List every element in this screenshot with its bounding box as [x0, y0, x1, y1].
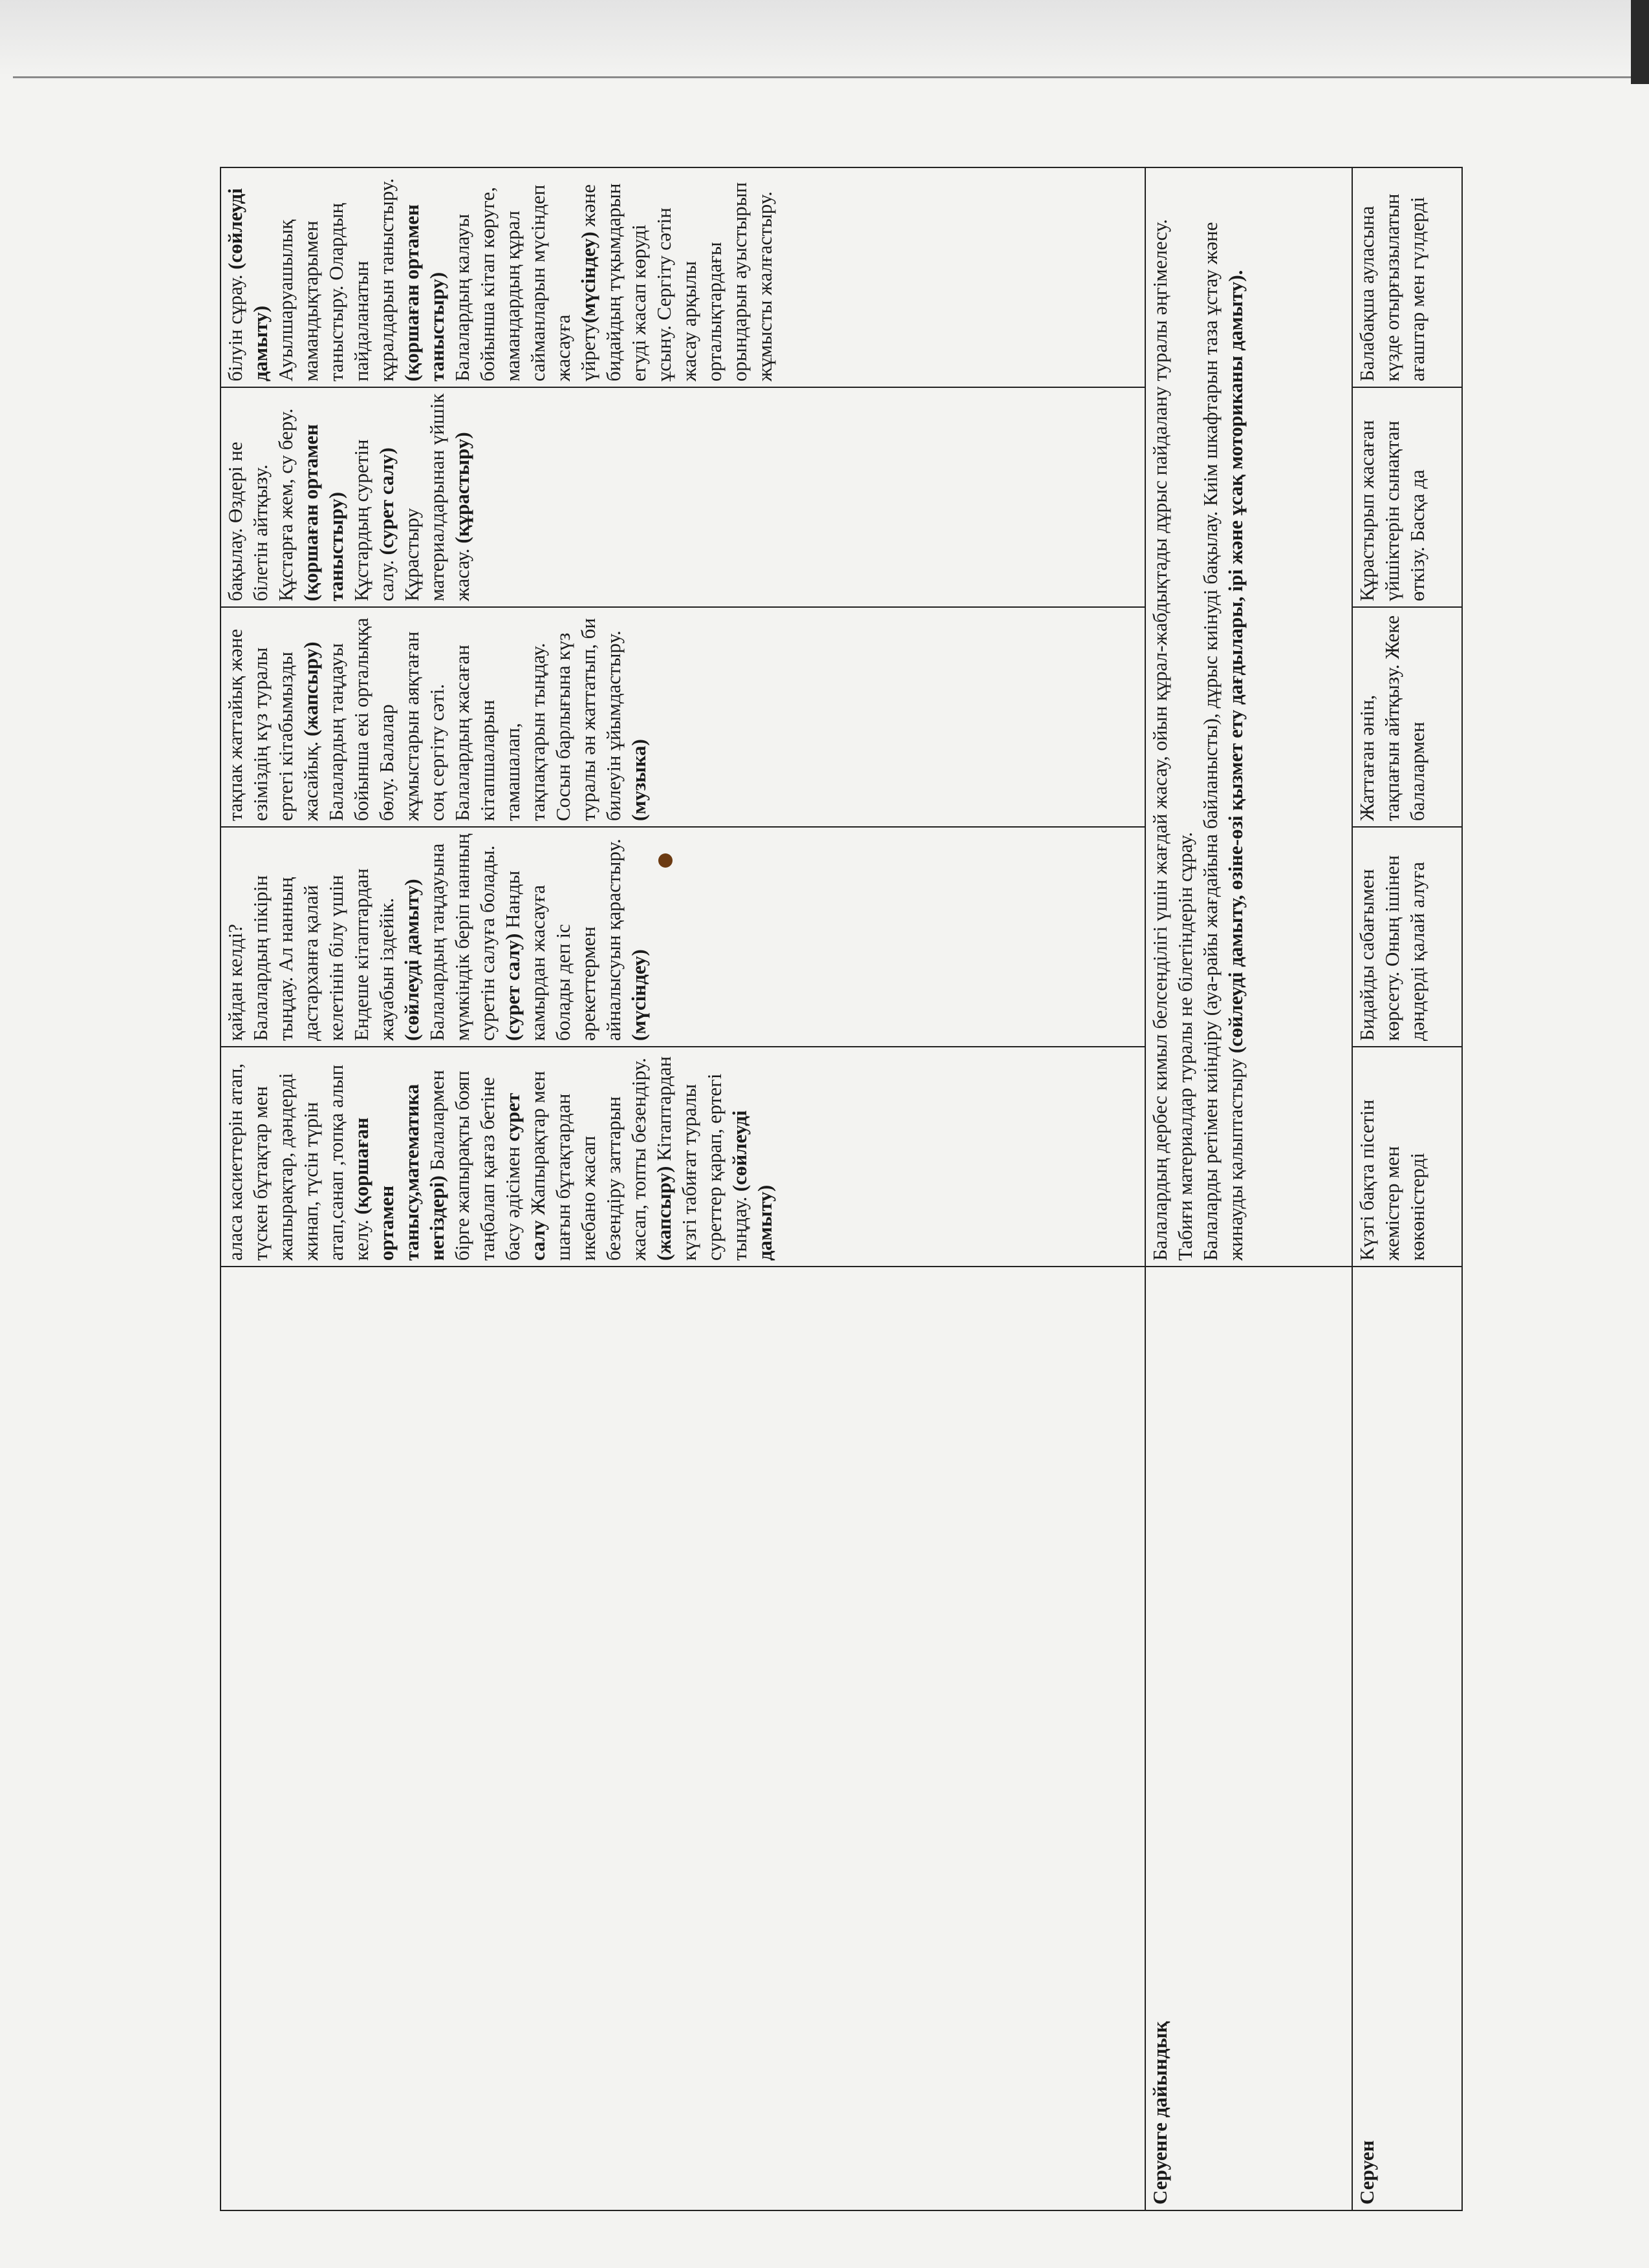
walk-prep-line-2: Балаларды ретімен киіндіру (ауа-райы жағдайына байланысты), дұрыс киінуді бақылау. Киім шкафтарын таза ұстау және жинауды қалыптастыру (сөйлеуді дамыту, өзіне-өзі қызмет ету дағдылары, ірі және ұсақ моториканы дамыту). [1199, 222, 1247, 1261]
walk-prep-row [1145, 167, 1352, 2210]
walk-col-3: Жаттаған әнін, тақпағын айтқызу. Жеке балалармен [1352, 607, 1462, 827]
scan-edge-line [13, 76, 1649, 78]
scan-corner-shadow [1631, 0, 1649, 84]
rotated-page [220, 168, 1481, 2211]
activities-col-5: білуін сұрау. (сөйлеуді дамыту) Ауылшаруашылық мамандықтарымен таныстыру. Олардың пайдаланатын құралдарын таныстыру. (қоршаған ортамен таныстыру) Балалардың калауы бойынша кітап көруге, мамандардың құрал сайманларын мүсіндеп жасауға үйрету(мүсіндеу) және бидайдың түқымдарын егуді жасап көруді ұсыну. Сергіту сәтін жасау арқылы орталықтардағы орындарын ауыстырып жұмысты жалғастыру. [221, 167, 1145, 387]
activities-label [221, 1267, 1145, 2210]
walk-prep-text [1145, 167, 1352, 1267]
walk-label: Серуен [1352, 1267, 1462, 2210]
walk-row [1352, 167, 1462, 2210]
walk-prep-label: Серуенге дайындық [1145, 1267, 1352, 2210]
scan-top-shade [0, 0, 1649, 76]
walk-col-4: Құрастырып жасаған үйшіктерін сынақтан өткізу. Басқа да [1352, 387, 1462, 607]
activities-col-3: тақпак жаттайық және езімiздiң күз туралы ертегі кітабымызды жасайық. (жапсыру) Балалардың таңдауы бойынша екі орталыққа бөлу. Балалар жұмыстарын аяқтаған соң сергіту сәті. Балалардың жасаған кітапшаларын тамашалап, тақпақтарын тыңдау. Сосын барлығына күз туралы ән жаттатып, би билеуін ұйымдастыру. (музыка) [221, 607, 1145, 827]
activities-col-2: қайдан келді? Балалардың пікірін тыңдау. Ал нанның дастарханға қалай келетінін білу үшін Ендеше кітаптардан жауабын іздейік. (сөйлеуді дамыту) Балалардың таңдауына мүмкіндік беріп нанның суретін салуға болады. (сурет салу) Нанды камырдан жасауға болады деп іс әрекеттермен айналысуын қарастыру. (мүсіндеу) [221, 827, 1145, 1047]
walk-col-5: Балабақша ауласына күзде отырғызылатын ағаштар мен гүлдерді [1352, 167, 1462, 387]
activities-col-4: бақылау. Өздері не білетін айтқызу. Құстарға жем, су беру. (қоршаған ортамен таныстыру) Құстардың суретін салу. (сурет салу) Құрастыру материалдарынан үйшік жасау. (құрастыру) [221, 387, 1145, 607]
walk-prep-line-1: Балалардың дербес кимыл белсенділігі үшін жағдай жасау, ойын құрал-жабдықтады дұрыс пайдалану туралы әңгімелесу. Табиғи материалдар туралы не білетіндерін сұрау. [1148, 219, 1196, 1261]
walk-col-1: Күзгі бақта пісетін жемістер мен көкөністерді [1352, 1047, 1462, 1267]
plan-table [220, 167, 1463, 2211]
activities-col-1: аласа касиеттерін атап, түскен бұтақтар мен жапырақтар, дәндерді жинап, түсін түрін атап,санап ,топқа алып келу. (қоршаған ортамен таныcу,математика негіздері) Балалармен бірге жапырақты бояп таңбалап қағаз бетіне басу әдісімен сурет салу Жапырақтар мен шағын бұтақтардан икебано жасап безендіру заттарын жасап, топты безендіру. (жапсыру) Кітаптардан күзгі табиғат туралы суреттер қарап, ертегі тыңдау. (сөйлеуді дамыту) [221, 1047, 1145, 1267]
activities-row [221, 167, 1145, 2210]
walk-col-2: Бидайды сабағымен көрсету. Оның ішінен дәндерді қалай алуға [1352, 827, 1462, 1047]
